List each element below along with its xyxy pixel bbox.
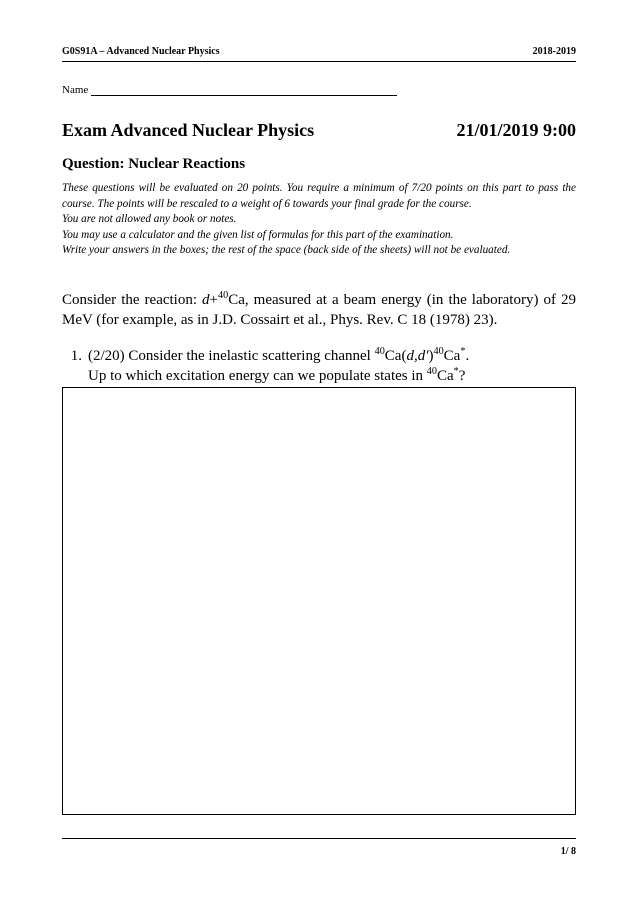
page-number: 1/ 8 bbox=[560, 846, 576, 857]
intro-paragraph: Consider the reaction: d+$^{40}$Ca, measured at a beam energy (in the laboratory) of 29 MeV (for example, as in J.D. Cossairt et al., Phys. Rev. C 18 (1978) 23). bbox=[62, 290, 576, 328]
instruction-line: Write your answers in the boxes; the rest of the space (back side of the sheets) will not be evaluated. bbox=[62, 244, 511, 257]
question-1-line-1: 1. (2/20) Consider the inelastic scattering channel $^{40}Ca(d,d')^{40}Ca^*$. bbox=[62, 346, 576, 366]
question-title: Question: Nuclear Reactions bbox=[62, 156, 246, 172]
question-1-line-2: Up to which excitation energy can we populate states in $^{40}$Ca*? bbox=[88, 366, 466, 384]
instruction-line: You may use a calculator and the given list of formulas for this part of the examination. bbox=[62, 228, 454, 241]
name-line[interactable] bbox=[91, 86, 397, 96]
instruction-line: These questions will be evaluated on 20 points. You require a minimum of 7/20 points on this part to pass the course. The points will be rescaled to a weight of 6 towards your final grade for the course. bbox=[62, 182, 576, 210]
question-number: 1. bbox=[70, 348, 82, 364]
instructions bbox=[62, 181, 576, 259]
name-field bbox=[62, 84, 397, 96]
academic-year: 2018-2019 bbox=[532, 46, 576, 57]
page-header bbox=[62, 46, 576, 57]
question-1 bbox=[62, 346, 576, 386]
course-code: G0S91A – Advanced Nuclear Physics bbox=[62, 46, 220, 57]
exam-title: Exam Advanced Nuclear Physics bbox=[62, 120, 315, 140]
answer-box[interactable] bbox=[62, 387, 576, 815]
header-rule bbox=[62, 61, 576, 62]
exam-datetime: 21/01/2019 9:00 bbox=[456, 120, 576, 140]
name-label: Name bbox=[62, 84, 89, 96]
exam-title-row bbox=[62, 120, 576, 141]
footer-rule bbox=[62, 838, 576, 839]
instruction-line: You are not allowed any book or notes. bbox=[62, 213, 237, 226]
